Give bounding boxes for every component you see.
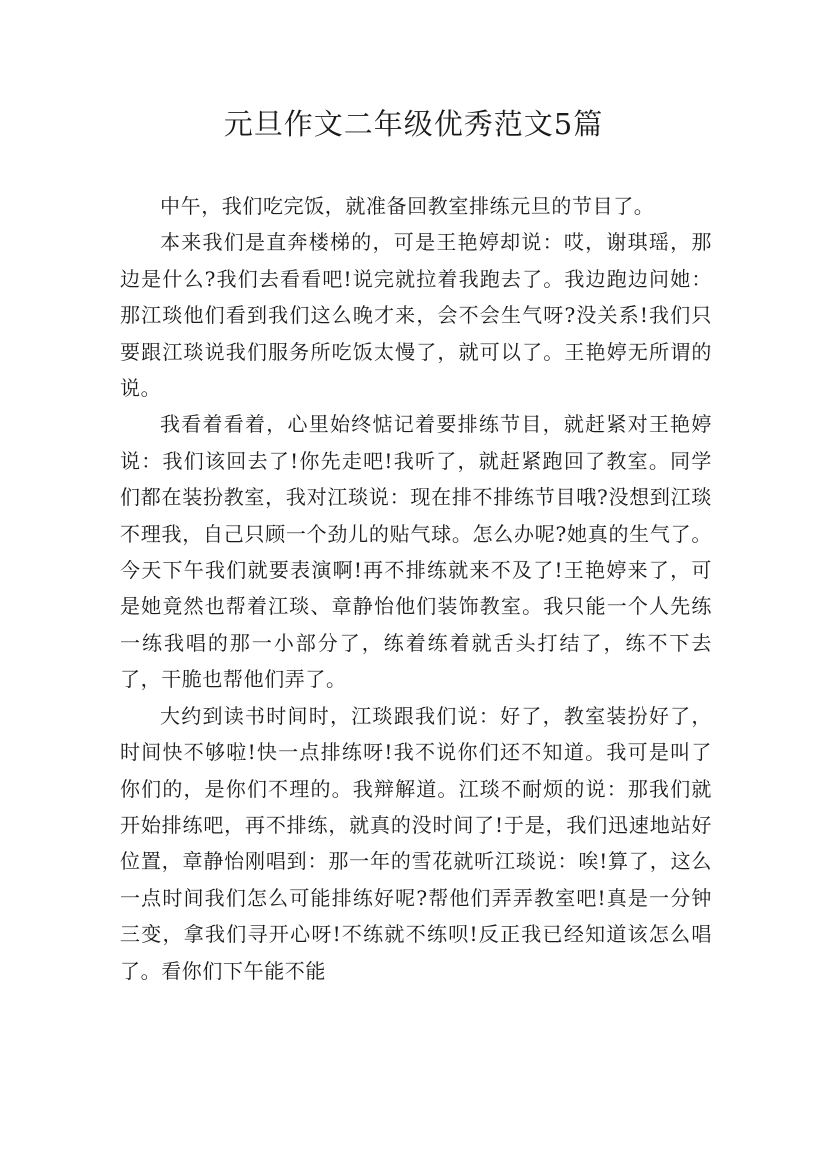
paragraph: 大约到读书时间时，江琰跟我们说：好了，教室装扮好了，时间快不够啦!快一点排练呀!我不说你们还不知道。我可是叫了你们的，是你们不理的。我辩解道。江琰不耐烦的说：那我们就开始排练吧，再不排练，就真的没时间了!于是，我们迅速地站好位置，章静怡刚唱到：那一年的雪花就听江琰说：唉!算了，这么一点时间我们怎么可能排练好呢?帮他们弄弄教室吧!真是一分钟三变，拿我们寻开心呀!不练就不练呗!反正我已经知道该怎么唱了。看你们下午能不能 (120, 703, 712, 983)
document-body (120, 188, 712, 989)
document-title: 元旦作文二年级优秀范文5篇 (223, 107, 604, 141)
paragraph: 我看着看着，心里始终惦记着要排练节目，就赶紧对王艳婷说：我们该回去了!你先走吧!我听了，就赶紧跑回了教室。同学们都在装扮教室，我对江琰说：现在排不排练节目哦?没想到江琰不理我，自己只顾一个劲儿的贴气球。怎么办呢?她真的生气了。今天下午我们就要表演啊!再不排练就来不及了!王艳婷来了，可是她竟然也帮着江琰、章静怡他们装饰教室。我只能一个人先练一练我唱的那一小部分了，练着练着就舌头打结了，练不下去了，干脆也帮他们弄了。 (120, 412, 712, 692)
paragraph: 本来我们是直奔楼梯的，可是王艳婷却说：哎，谢琪瑶，那边是什么?我们去看看吧!说完就拉着我跑去了。我边跑边问她：那江琰他们看到我们这么晚才来，会不会生气呀?没关系!我们只要跟江琰说我们服务所吃饭太慢了，就可以了。王艳婷无所谓的说。 (120, 230, 712, 401)
paragraph: 中午，我们吃完饭，就准备回教室排练元旦的节目了。 (160, 194, 655, 218)
